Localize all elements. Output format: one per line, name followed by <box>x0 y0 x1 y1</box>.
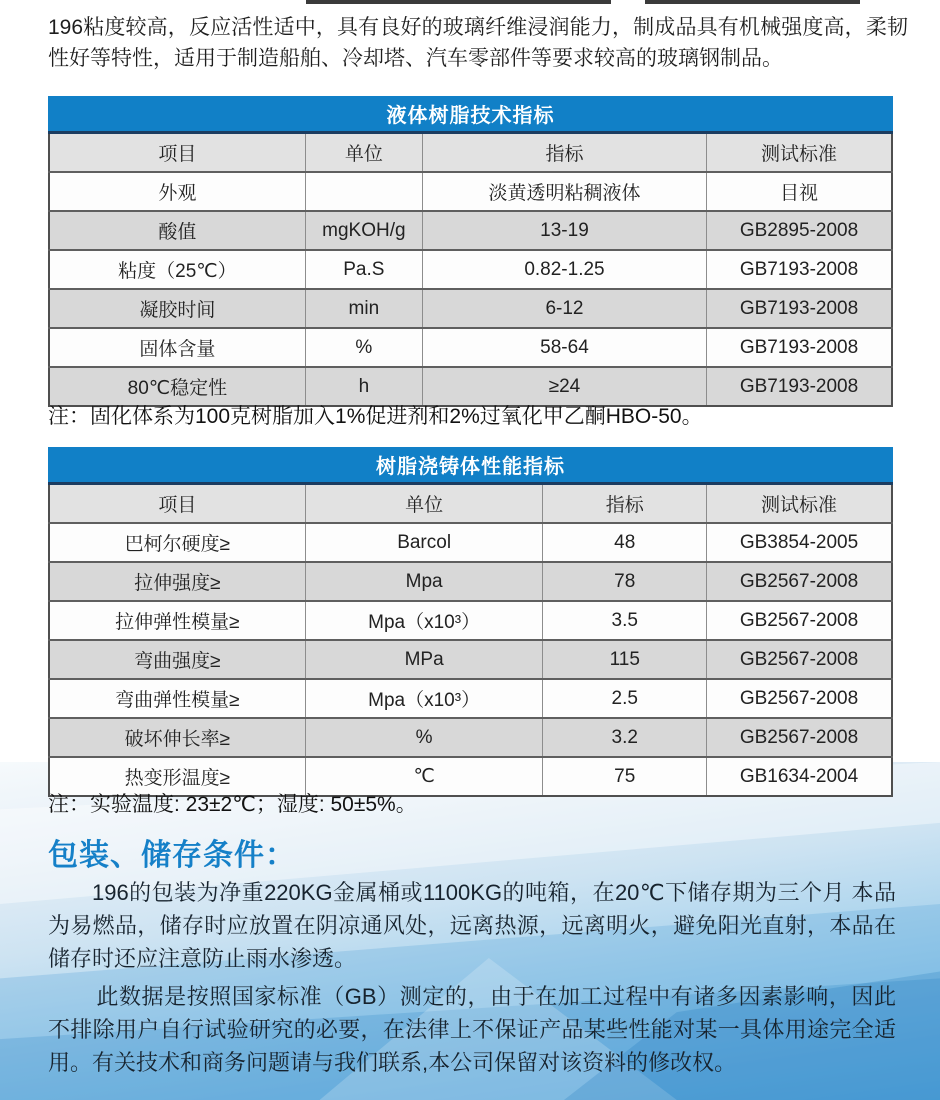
table-row <box>49 718 892 757</box>
table-cell: 淡黄透明粘稠液体 <box>422 172 706 211</box>
table-cell: mgKOH/g <box>305 211 422 250</box>
table-cell: 粘度（25℃） <box>49 250 305 289</box>
table-row <box>49 679 892 718</box>
table-cell: 2.5 <box>543 679 707 718</box>
table-cell: 弯曲弹性模量≥ <box>49 679 305 718</box>
column-header: 项目 <box>49 134 305 172</box>
table-cell: h <box>305 367 422 406</box>
casting-table-note: 注：实验温度: 23±2℃；湿度: 50±5%。 <box>48 793 417 816</box>
table-cell: GB7193-2008 <box>707 328 892 367</box>
table-cell: GB7193-2008 <box>707 250 892 289</box>
table-cell: 115 <box>543 640 707 679</box>
column-header: 项目 <box>49 485 305 523</box>
table-cell: Mpa（x10³） <box>305 601 543 640</box>
table-cell: GB2567-2008 <box>707 562 892 601</box>
table-header-row <box>49 485 892 523</box>
table-cell: 0.82-1.25 <box>422 250 706 289</box>
liquid-resin-table-note: 注：固化体系为100克树脂加入1%促进剂和2%过氧化甲乙酮HBO-50。 <box>48 405 703 428</box>
column-header: 指标 <box>422 134 706 172</box>
table-row <box>49 562 892 601</box>
column-header: 测试标准 <box>707 134 892 172</box>
table-cell: % <box>305 328 422 367</box>
packaging-storage-paragraph: 196的包装为净重220KG金属桶或1100KG的吨箱，在20℃下储存期为三个月 本品为易燃品，储存时应放置在阴凉通风处，远离热源，远离明火，避免阳光直射，本品在储存时还应注意防止雨水渗透。 <box>48 880 896 971</box>
table-row <box>49 640 892 679</box>
liquid-resin-spec-section <box>48 96 893 407</box>
storage-conditions-heading: 包装、储存条件： <box>48 839 296 872</box>
table-cell <box>305 172 422 211</box>
column-header: 单位 <box>305 134 422 172</box>
table-cell: ≥24 <box>422 367 706 406</box>
table-row <box>49 250 892 289</box>
table-cell: 80℃稳定性 <box>49 367 305 406</box>
intro-paragraph: 196粘度较高，反应活性适中，具有良好的玻璃纤维浸润能力，制成品具有机械强度高，柔韧性好等特性，适用于制造船舶、冷却塔、汽车零部件等要求较高的玻璃钢制品。 <box>48 16 908 70</box>
table-cell: GB2567-2008 <box>707 679 892 718</box>
casting-performance-table <box>48 485 893 797</box>
table-cell: 外观 <box>49 172 305 211</box>
table-cell: 拉伸强度≥ <box>49 562 305 601</box>
column-header: 指标 <box>543 485 707 523</box>
table-cell: 3.2 <box>543 718 707 757</box>
table-row <box>49 211 892 250</box>
table-cell: Pa.S <box>305 250 422 289</box>
table-cell: 巴柯尔硬度≥ <box>49 523 305 562</box>
table-cell: 固体含量 <box>49 328 305 367</box>
casting-table-title: 树脂浇铸体性能指标 <box>48 447 893 485</box>
table-cell: GB7193-2008 <box>707 367 892 406</box>
table-cell: 78 <box>543 562 707 601</box>
liquid-resin-table <box>48 134 893 407</box>
table-cell: ℃ <box>305 757 543 796</box>
table-cell: Mpa（x10³） <box>305 679 543 718</box>
column-header: 测试标准 <box>707 485 892 523</box>
column-header: 单位 <box>305 485 543 523</box>
table-cell: min <box>305 289 422 328</box>
cropped-text-remnant <box>645 0 860 4</box>
table-cell: 目视 <box>707 172 892 211</box>
table-cell: 酸值 <box>49 211 305 250</box>
table-row <box>49 601 892 640</box>
table-cell: % <box>305 718 543 757</box>
table-cell: 75 <box>543 757 707 796</box>
casting-performance-section <box>48 447 893 797</box>
table-header-row <box>49 134 892 172</box>
cropped-text-remnant <box>306 0 611 4</box>
table-row <box>49 328 892 367</box>
table-cell: GB2567-2008 <box>707 601 892 640</box>
table-row <box>49 523 892 562</box>
table-cell: 凝胶时间 <box>49 289 305 328</box>
table-row <box>49 289 892 328</box>
table-cell: MPa <box>305 640 543 679</box>
table-cell: GB7193-2008 <box>707 289 892 328</box>
table-cell: GB2567-2008 <box>707 640 892 679</box>
table-cell: 3.5 <box>543 601 707 640</box>
table-cell: GB2895-2008 <box>707 211 892 250</box>
table-cell: 弯曲强度≥ <box>49 640 305 679</box>
table-cell: Mpa <box>305 562 543 601</box>
table-cell: 58-64 <box>422 328 706 367</box>
table-cell: Barcol <box>305 523 543 562</box>
liquid-resin-table-title: 液体树脂技术指标 <box>48 96 893 134</box>
table-cell: GB1634-2004 <box>707 757 892 796</box>
table-cell: 拉伸弹性模量≥ <box>49 601 305 640</box>
table-cell: GB2567-2008 <box>707 718 892 757</box>
table-cell: 6-12 <box>422 289 706 328</box>
table-cell: GB3854-2005 <box>707 523 892 562</box>
disclaimer-paragraph: 此数据是按照国家标准（GB）测定的，由于在加工过程中有诸多因素影响，因此不排除用户自行试验研究的必要，在法律上不保证产品某些性能对某一具体用途完全适用。有关技术和商务问题请与我们联系,本公司保留对该资料的修改权。 <box>48 984 896 1075</box>
table-cell: 破坏伸长率≥ <box>49 718 305 757</box>
table-cell: 48 <box>543 523 707 562</box>
table-cell: 13-19 <box>422 211 706 250</box>
table-row <box>49 172 892 211</box>
table-cell: 热变形温度≥ <box>49 757 305 796</box>
